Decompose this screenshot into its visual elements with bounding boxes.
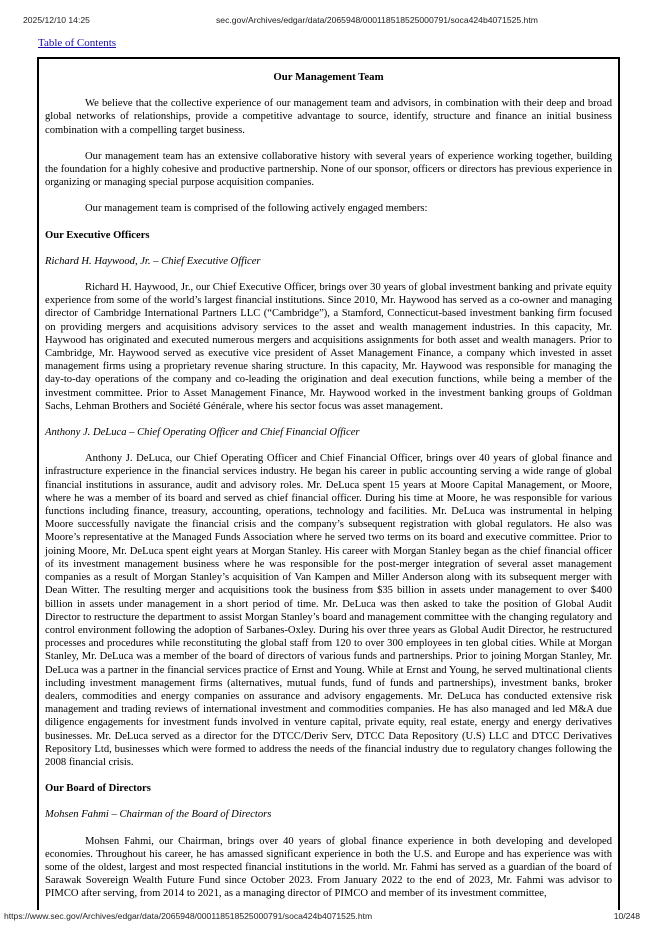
intro-paragraph: Our management team is comprised of the following actively engaged members: [85,203,428,215]
intro-paragraph: Our management team has an extensive collaborative history with several years of experience working together, building the foundation for a highly cohesive and productive partnership. None of our sponsor, officers or directors has previous experience in organizing or managing special purpose acquisition companies. [45,150,612,189]
deluca-bio: Anthony J. DeLuca, our Chief Operating Officer and Chief Financial Officer, brings over 40 years of global finance and infrastructure experience in the financial services industry. He began his career in public accounting serving a wide range of global financial institutions in assurance, audit and advisory roles. Mr. DeLuca spent 15 years at Moore Capital Management, or Moore, where he was a member of its board and served as chief financial officer. During his time at Moore, he was responsible for various functions including finance, treasury, accounting, operations, technology and facilities. Mr. DeLuca was instrumental in helping Moore successfully navigate the financial crisis and the company’s subsequent registration with global regulators. He also was Moore’s representative at the Managed Funds Association where he served two terms on its board and executive committee. Prior to joining Moore, Mr. DeLuca spent eight years at Morgan Stanley. His career with Morgan Stanley began as the chief financial officer of its investment management business where he was responsible for the post-merger integration of several asset management companies as a result of Morgan Stanley’s acquisition of Van Kampen and Miller Anderson along with its subsequent merger with Dean Witter. The resulting merger and acquisitions took the business from $35 billion in assets under management to over $400 billion in assets under management in a short period of time. Mr. DeLuca was then asked to take the position of Global Audit Director to restructure the department to assist Morgan Stanley’s board and management committee with the changing regulatory and control environment following the adoption of Sarbanes-Oxley. During his over three years as Global Audit Director, he restructured processes and procedures while reconstituting the global staff from 120 to over 300 employees in ten global cities. While at Morgan Stanley, Mr. DeLuca was a member of the board of directors of various funds and partnerships. Prior to joining Morgan Stanley, Mr. DeLuca was a partner in the financial services practice of Ernst and Young. While at Ernst and Young, he served multinational clients including investment management firms (alternatives, mutual funds, fund of funds and partnerships), investment banks, broker dealers, commodities and energy companies on assurance and advisory engagements. Mr. DeLuca has conducted extensive risk management and trading reviews of international investment and commodities companies. He has also managed and led M&A due diligence engagements for investment funds involved in venture capital, private equity, real estate, energy and energy derivatives businesses. Mr. DeLuca served as a director for the DTCC/Deriv Serv, DTCC Data Repository (U.S) LLC and DTCC Derivatives Repository Ltd, businesses which were formed to address the needs of the financial industry due to regulatory changes following the 2008 financial crisis. [45,453,612,768]
haywood-title: Richard H. Haywood, Jr. – Chief Executive Officer [45,255,261,267]
executive-officers-heading: Our Executive Officers [45,229,150,241]
haywood-bio: Richard H. Haywood, Jr., our Chief Executive Officer, brings over 30 years of global investment banking and private equity experience from some of the world’s largest financial institutions. Since 2010, Mr. Haywood has served as a co-owner and managing director of Cambridge International Partners LLC (“Cambridge”), a Stamford, Connecticut-based investment banking firm focused on providing mergers and acquisitions advisory services to the asset and wealth management industries. In this capacity, Mr. Haywood has originated and executed numerous mergers and acquisitions assignments for both asset and wealth managers. Prior to Cambridge, Mr. Haywood served as executive vice president of Asset Management Finance, a company which invested in asset management firms using a proprietary revenue sharing structure. In this capacity, Mr. Haywood was responsible for managing the day-to-day operations of the company and co-leading the origination and deal execution functions, while being a member of the investment committee. Prior to Asset Management Finance, Mr. Haywood worked in the investment banking groups of Goldman Sachs, Lehman Brothers and Société Générale, where his sector focus was asset management. [45,282,612,412]
print-datetime: 2025/12/10 14:25 [23,15,90,25]
table-of-contents-link[interactable]: Table of Contents [38,37,117,49]
page-number: 10/248 [613,911,640,921]
board-heading: Our Board of Directors [45,783,151,795]
print-url: sec.gov/Archives/edgar/data/2065948/000118518525000791/soca424b4071525.htm [216,15,538,25]
fahmi-bio: Mohsen Fahmi, our Chairman, brings over 40 years of global finance experience in both developing and developed economies. Throughout his career, he has amassed significant experience in both the U.S. and Europe and has experience was with some of the oldest, largest and most respected financial institutions in the world. Mr. Fahmi has served as a guardian of the board of Sarawak Sovereign Wealth Future Fund since October 2023. From January 2022 to the end of 2023, Mr. Fahmi was advisor to PIMCO after serving, from 2014 to 2021, as a managing director of PIMCO and member of its investment committee, [45,835,612,900]
section-title: Our Management Team [273,71,384,83]
fahmi-title: Mohsen Fahmi – Chairman of the Board of Directors [45,809,272,821]
footer-url: https://www.sec.gov/Archives/edgar/data/2065948/000118518525000791/soca424b4071525.htm [4,911,373,921]
management-team-box [37,57,620,910]
deluca-title: Anthony J. DeLuca – Chief Operating Officer and Chief Financial Officer [45,427,360,439]
intro-paragraph: We believe that the collective experience of our management team and advisors, in combination with their deep and broad global networks of relationships, provide a competitive advantage to source, identify, structure and finance an initial business combination with a compelling target business. [45,98,612,136]
